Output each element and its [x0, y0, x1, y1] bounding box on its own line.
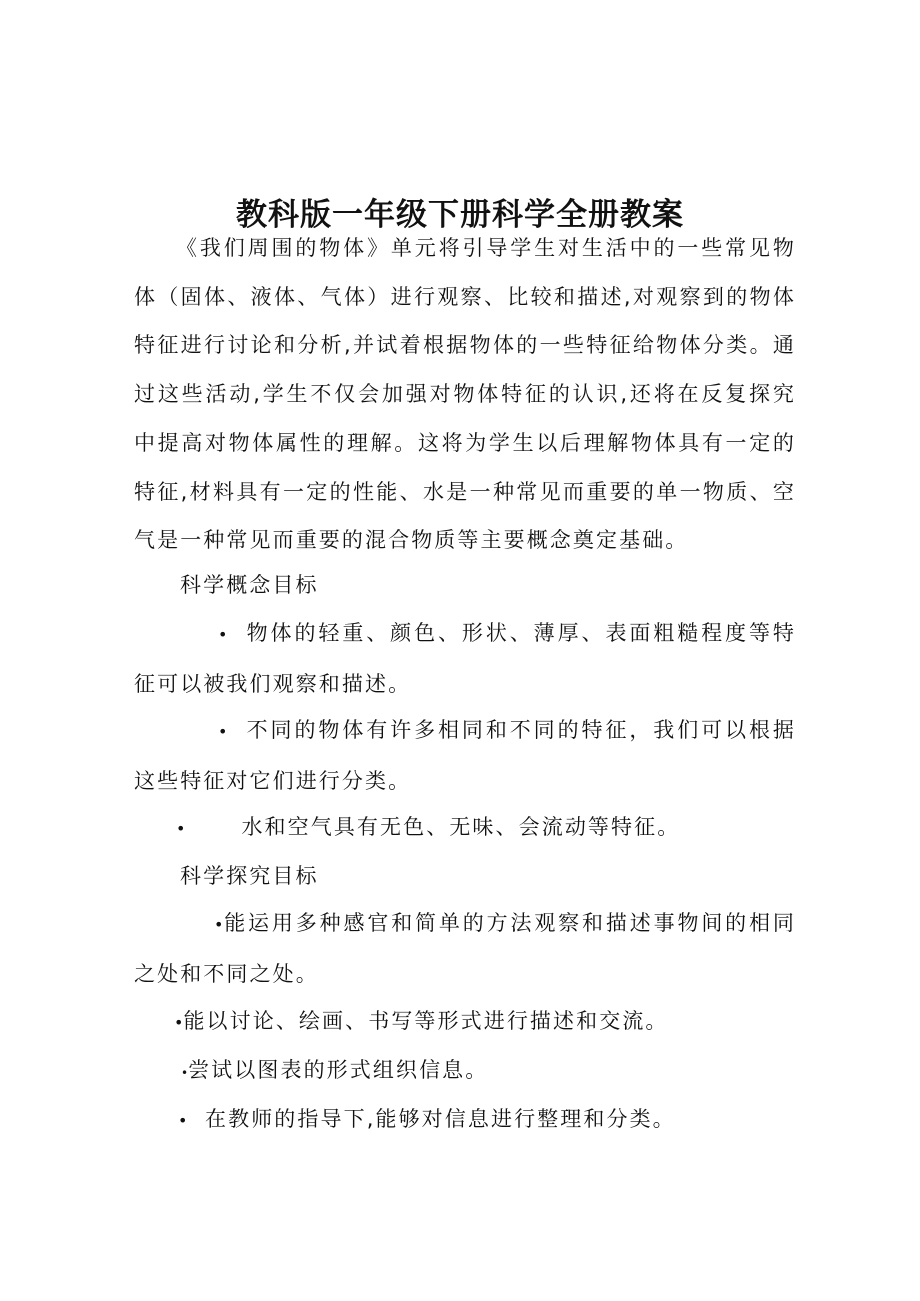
inquiry-item-4-text: 在教师的指导下,能够对信息进行整理和分类。 — [205, 1107, 676, 1131]
bullet-icon: • — [218, 722, 228, 741]
inquiry-item-1 — [134, 899, 796, 998]
concept-item-1-text: 物体的轻重、颜色、形状、薄厚、表面粗糙程度等特征可以被我们观察和描述。 — [134, 621, 796, 696]
concept-item-3 — [134, 803, 838, 854]
inquiry-heading: 科学探究目标 — [180, 864, 319, 888]
inquiry-item-3 — [134, 1046, 843, 1098]
concept-item-3-text: 水和空气具有无色、无味、会流动等特征。 — [241, 815, 681, 839]
concept-item-2 — [134, 706, 796, 805]
bullet-icon: • — [176, 819, 186, 838]
bullet-icon: • — [218, 625, 228, 644]
bullet-icon: • — [214, 915, 224, 934]
intro-paragraph: 《我们周围的物体》单元将引导学生对生活中的一些常见物体（固体、液体、气体）进行观察、比较和描述,对观察到的物体特征进行讨论和分析,并试着根据物体的一些特征给物体分类。通过这些活动,学生不仅会加强对物体特征的认识,还将在反复探究中提高对物体属性的理解。这将为学生以后理解物体具有一定的特征,材料具有一定的性能、水是一种常见而重要的单一物质、空气是一种常见而重要的混合物质等主要概念奠定基础。 — [134, 236, 796, 553]
inquiry-item-4 — [134, 1095, 840, 1146]
inquiry-item-2-text: 能以讨论、绘画、书写等形式进行描述和交流。 — [183, 1009, 669, 1033]
concept-item-1 — [134, 609, 796, 708]
inquiry-item-1-text: 能运用多种感官和简单的方法观察和描述事物间的相同之处和不同之处。 — [134, 911, 796, 986]
bullet-icon: • — [174, 1013, 184, 1032]
document-title: 教科版一年级下册科学全册教案 — [236, 196, 684, 233]
concept-heading: 科学概念目标 — [180, 573, 319, 597]
bullet-icon: • — [181, 1066, 189, 1080]
inquiry-item-2 — [134, 997, 836, 1048]
concept-item-2-text: 不同的物体有许多相同和不同的特征，我们可以根据这些特征对它们进行分类。 — [134, 718, 796, 793]
inquiry-item-3-text: 尝试以图表的形式组织信息。 — [188, 1058, 489, 1082]
bullet-icon: • — [178, 1111, 188, 1130]
